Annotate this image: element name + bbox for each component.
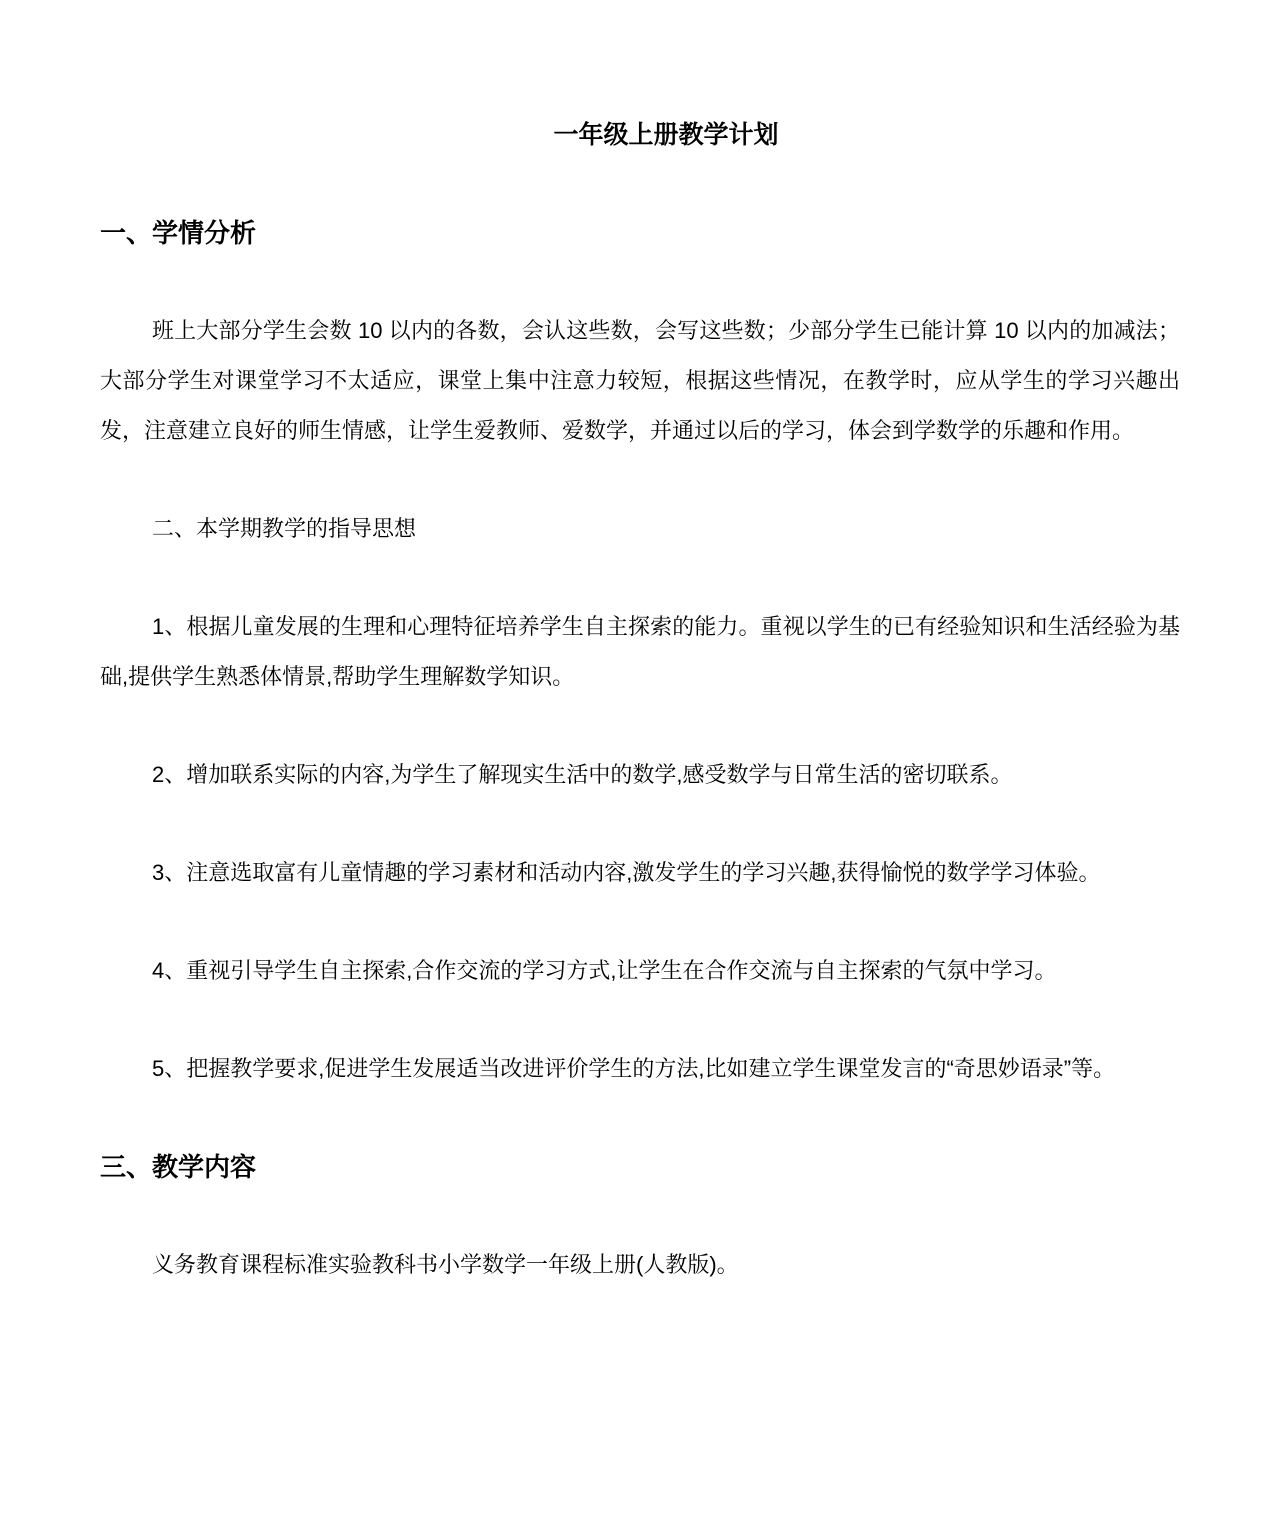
section3-heading: 三、教学内容 bbox=[100, 1152, 257, 1182]
section2-point-1: 1、根据儿童发展的生理和心理特征培养学生自主探索的能力。重视以学生的已有经验知识和生活经验为基础,提供学生熟悉体情景,帮助学生理解数学知识。 bbox=[100, 614, 1180, 689]
section2-point-4: 4、重视引导学生自主探索,合作交流的学习方式,让学生在合作交流与自主探索的气氛中学习。 bbox=[152, 958, 1057, 983]
section1-heading: 一、学情分析 bbox=[100, 218, 257, 248]
section3-paragraph: 义务教育课程标准实验教科书小学数学一年级上册(人教版)。 bbox=[152, 1252, 739, 1277]
section1-paragraph: 班上大部分学生会数 10 以内的各数，会认这些数，会写这些数；少部分学生已能计算 10 以内的加减法；大部分学生对课堂学习不太适应，课堂上集中注意力较短，根据这些情况，在教学时，应从学生的学习兴趣出发，注意建立良好的师生情感，让学生爱教师、爱数学，并通过以后的学习，体会到学数学的乐趣和作用。 bbox=[100, 318, 1180, 443]
section2-point-3: 3、注意选取富有儿童情趣的学习素材和活动内容,激发学生的学习兴趣,获得愉悦的数学学习体验。 bbox=[152, 860, 1101, 885]
document-title: 一年级上册教学计划 bbox=[553, 121, 779, 149]
section2-point-2: 2、增加联系实际的内容,为学生了解现实生活中的数学,感受数学与日常生活的密切联系。 bbox=[152, 762, 1013, 787]
section2-heading: 二、本学期教学的指导思想 bbox=[152, 516, 417, 541]
section2-point-5: 5、把握教学要求,促进学生发展适当改进评价学生的方法,比如建立学生课堂发言的“奇思妙语录”等。 bbox=[152, 1056, 1116, 1081]
